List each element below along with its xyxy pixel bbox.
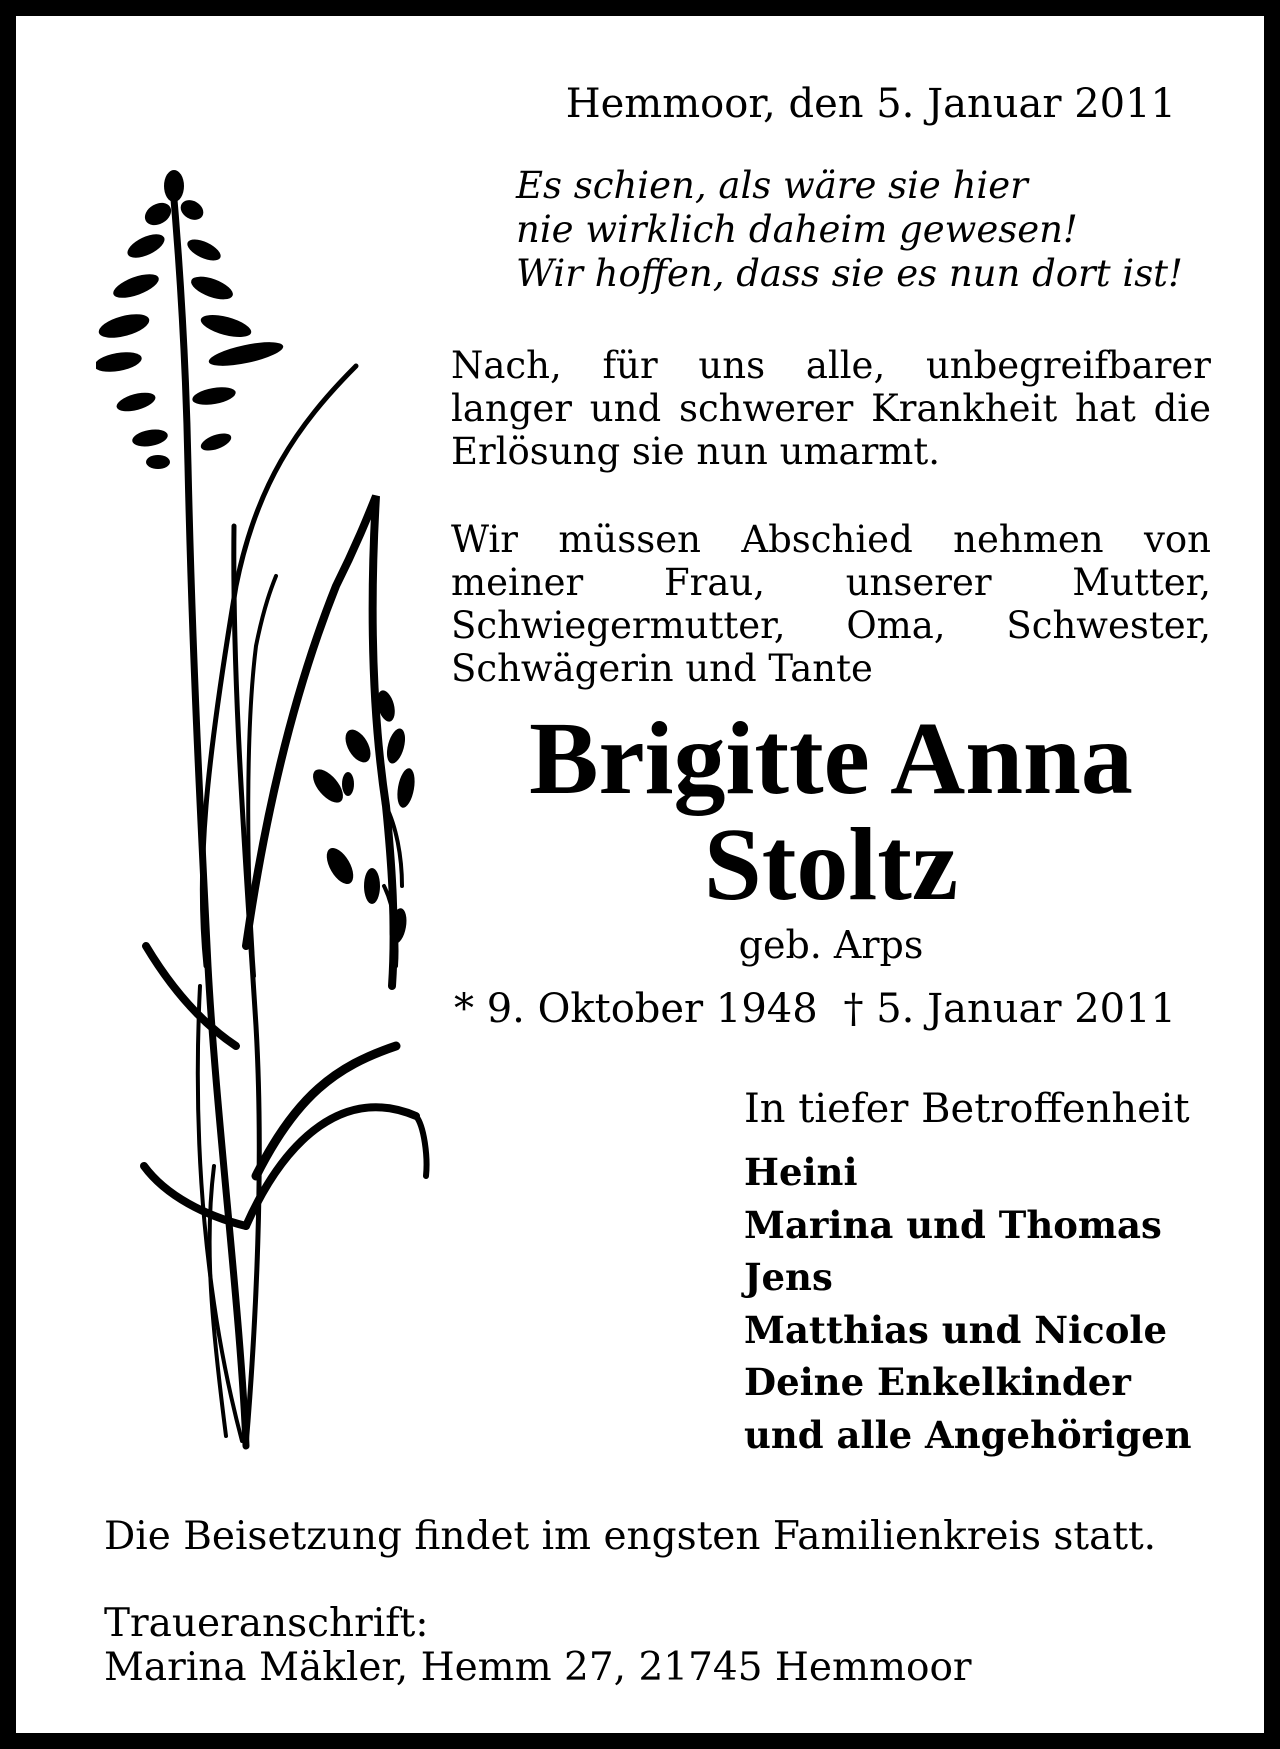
mourner-name: Deine Enkelkinder	[744, 1360, 1131, 1404]
deceased-first-names: Brigitte Anna	[529, 701, 1133, 816]
burial-note: Die Beisetzung findet im engsten Familienkreis statt.	[104, 1514, 1157, 1559]
poem-line: Wir hoffen, dass sie es nun dort ist!	[516, 252, 1183, 295]
mourner-name: Heini	[744, 1150, 858, 1194]
mourner-name: Matthias und Nicole	[744, 1307, 1167, 1352]
mourners-intro: In tiefer Betroffenheit	[744, 1086, 1190, 1132]
deceased-surname: Stoltz	[703, 807, 959, 922]
deceased-name	[446, 701, 1216, 922]
mourner-name: Jens	[744, 1255, 833, 1299]
mourners-list	[744, 1146, 1192, 1461]
birth-date: * 9. Oktober 1948	[454, 986, 818, 1032]
intro-paragraph: Nach, für uns alle, unbegreifbarer langer und schwerer Krankheit hat die Erlösung sie nun umarmt.	[451, 344, 1211, 473]
farewell-paragraph: Wir müssen Abschied nehmen von meiner Frau, unserer Mutter, Schwiegermutter, Oma, Schwester, Schwägerin und Tante	[451, 518, 1211, 690]
mourning-address: Marina Mäkler, Hemm 27, 21745 Hemmoor	[104, 1645, 972, 1690]
mourner-name: Marina und Thomas	[744, 1202, 1162, 1247]
poem-line: Es schien, als wäre sie hier	[516, 164, 1028, 207]
mourner-name: und alle Angehörigen	[744, 1412, 1192, 1457]
birth-name: geb. Arps	[738, 923, 924, 967]
memorial-poem	[516, 164, 1216, 296]
poem-line: nie wirklich daheim gewesen!	[516, 208, 1078, 251]
death-date: † 5. Januar 2011	[843, 986, 1176, 1032]
address-label: Traueranschrift:	[104, 1601, 429, 1646]
place-and-date: Hemmoor, den 5. Januar 2011	[565, 81, 1176, 127]
grass-stalk-icon	[96, 166, 436, 1456]
